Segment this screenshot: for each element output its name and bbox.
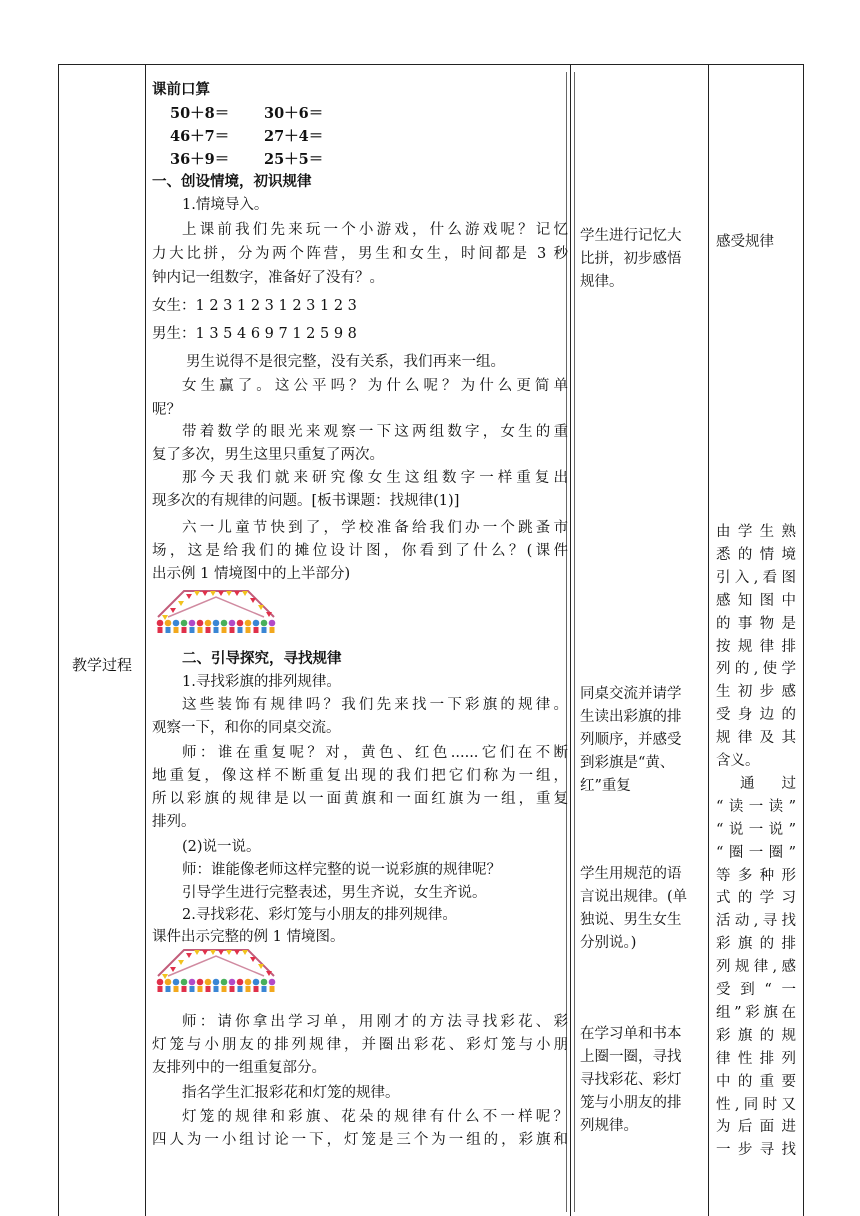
sa4-line5: 列规律。 (580, 1118, 638, 1134)
inner-divider-b (574, 72, 575, 1212)
p8-line4: 排列。 (152, 814, 196, 830)
intent2-line-20: 列规律,感 (716, 959, 796, 976)
table-border-right (803, 64, 804, 1216)
intent2-line-7: 列的,使学 (716, 661, 796, 678)
intent2-line-5: 的事物是 (716, 615, 796, 632)
p12-line1: 师：请你拿出学习单，用刚才的方法寻找彩花、彩 (182, 1014, 568, 1030)
warmup-title: 课前口算 (152, 81, 210, 98)
p12-line3: 友排列中的一组重复部分。 (152, 1060, 326, 1076)
p2: 男生说得不是很完整，没有关系，我们再来一组。 (186, 354, 505, 370)
p1-line3: 钟内记一组数字，准备好了没有？。 (152, 270, 384, 286)
intent1-text: 感受规律 (716, 234, 774, 250)
sa2-line4: 到彩旗是“黄、 (580, 755, 675, 771)
intent2-line-3: 引入,看图 (716, 569, 796, 586)
intent2-line-11: 含义。 (716, 753, 760, 769)
calc-1b: 30＋6＝ (264, 105, 324, 122)
p8-line3: 所以彩旗的规律是以一面黄旗和一面红旗为一组，重复 (152, 791, 568, 807)
scene-banner-full (154, 944, 278, 996)
calc-1a: 50＋8＝ (170, 105, 230, 122)
sa2-line5: 红”重复 (580, 778, 631, 794)
intent2-line-27: 为后面进 (716, 1119, 796, 1136)
intent2-line-1: 由学生熟 (716, 524, 796, 540)
s2-sub1: 1.寻找彩旗的排列规律。 (182, 674, 341, 690)
p9: 师：谁能像老师这样完整的说一说彩旗的规律呢？ (182, 862, 501, 878)
intent2-line-15: “圈一圈” (716, 844, 796, 861)
p14-line2: 四人为一小组讨论一下，灯笼是三个为一组的，彩旗和 (152, 1132, 568, 1148)
section1-title: 一、创设情境，初识规律 (152, 173, 312, 190)
intent2-line-12: 通 过 (740, 775, 796, 792)
table-divider-3 (708, 64, 709, 1216)
sa1-line2: 比拼，初步感悟 (580, 251, 682, 267)
intent2-line-22: 组”彩旗在 (716, 1004, 796, 1021)
p8-line2: 地重复，像这样不断重复出现的我们把它们称为一组， (152, 768, 568, 784)
p8-line1: 师：谁在重复呢？对，黄色、红色......它们在不断 (182, 745, 568, 761)
p5-line2: 现多次的有规律的问题。[板书课题：找规律(1)] (152, 493, 460, 509)
p4-line2: 复了多次，男生这里只重复了两次。 (152, 447, 384, 463)
sa4-line4: 笼与小朋友的排 (580, 1095, 682, 1111)
p14-line1: 灯笼的规律和彩旗、花朵的规律有什么不一样呢？ (182, 1109, 568, 1125)
table-border-left (58, 64, 59, 1216)
p4-line1: 带着数学的眼光来观察一下这两组数字，女生的重 (182, 424, 568, 440)
s1-sub1: 1.情境导入。 (182, 197, 269, 213)
intent2-line-2: 悉的情境 (716, 546, 796, 563)
sa2-line3: 列顺序，并感受 (580, 732, 682, 748)
table-divider-2 (570, 64, 571, 1216)
sa2-line2: 生读出彩旗的排 (580, 709, 682, 725)
p7-line2: 观察一下，和你的同桌交流。 (152, 720, 341, 736)
sa1-line1: 学生进行记忆大 (580, 228, 682, 244)
calc-3a: 36＋9＝ (170, 151, 230, 168)
calc-3b: 25＋5＝ (264, 151, 324, 168)
p13: 指名学生汇报彩花和灯笼的规律。 (182, 1085, 400, 1101)
calc-2a: 46＋7＝ (170, 128, 230, 145)
section2-title: 二、引导探究，寻找规律 (182, 650, 342, 667)
p6-line2: 场，这是给我们的摊位设计图，你看到了什么？(课件 (152, 543, 568, 559)
intent2-line-24: 律性排列 (716, 1050, 796, 1067)
sa4-line3: 寻找彩花、彩灯 (580, 1072, 682, 1088)
p1-line1: 上课前我们先来玩一个小游戏，什么游戏呢？记忆 (182, 222, 568, 238)
intent2-line-9: 受身边的 (716, 707, 796, 724)
p6-line1: 六一儿童节快到了，学校准备给我们办一个跳蚤市 (182, 520, 568, 536)
intent2-line-26: 性,同时又 (716, 1096, 796, 1113)
row-label: 教学过程 (71, 656, 132, 674)
intent2-line-10: 规律及其 (716, 730, 796, 747)
sa3-line3: 独说、男生女生 (580, 912, 682, 928)
intent2-line-6: 按规律排 (716, 638, 796, 655)
p1-line2: 力大比拼，分为两个阵营，男生和女生，时间都是 3 秒 (152, 246, 568, 262)
sa1-line3: 规律。 (580, 274, 624, 290)
p3-line1: 女生赢了。这公平吗？为什么呢？为什么更简单 (182, 378, 568, 394)
intent2-line-25: 中的重要 (716, 1073, 796, 1090)
sa4-line1: 在学习单和书本 (580, 1026, 682, 1042)
p3-line2: 呢？ (152, 402, 181, 418)
sa3-line2: 言说出规律。(单 (580, 889, 688, 905)
scene-banner-top (154, 585, 278, 637)
sa3-line1: 学生用规范的语 (580, 866, 682, 882)
intent2-line-8: 生初步感 (716, 684, 796, 701)
sa4-line2: 上圈一圈，寻找 (580, 1049, 682, 1065)
sa3-line4: 分别说。) (580, 935, 637, 951)
intent2-line-17: 式的学习 (716, 890, 796, 907)
table-border-top (58, 64, 804, 65)
calc-2b: 27＋4＝ (264, 128, 324, 145)
p7-line1: 这些装饰有规律吗？我们先来找一下彩旗的规律。 (182, 697, 568, 713)
intent2-line-14: “说一说” (716, 821, 796, 838)
intent2-line-28: 一步寻找 (716, 1142, 796, 1159)
intent2-line-19: 彩旗的排 (716, 936, 796, 953)
s2-sub2: (2)说一说。 (182, 839, 261, 855)
intent2-line-23: 彩旗的规 (716, 1027, 796, 1044)
intent2-line-13: “读一读” (716, 798, 796, 815)
intent2-line-18: 活动,寻找 (716, 913, 796, 930)
sa2-line1: 同桌交流并请学 (580, 686, 682, 702)
p6-line3: 出示例 1 情境图中的上半部分) (152, 566, 351, 582)
girls-numbers: 女生：1 2 3 1 2 3 1 2 3 1 2 3 (152, 298, 357, 314)
p11: 课件出示完整的例 1 情境图。 (152, 929, 345, 945)
p12-line2: 灯笼与小朋友的排列规律，并圈出彩花、彩灯笼与小朋 (152, 1037, 568, 1053)
table-divider-1 (145, 64, 146, 1216)
s2-sub3: 2.寻找彩花、彩灯笼与小朋友的排列规律。 (182, 907, 457, 923)
p5-line1: 那今天我们就来研究像女生这组数字一样重复出 (182, 470, 568, 486)
intent2-line-16: 等多种形 (716, 867, 796, 884)
boys-numbers: 男生：1 3 5 4 6 9 7 1 2 5 9 8 (152, 326, 357, 342)
intent2-line-21: 受到“一 (716, 982, 796, 998)
p10: 引导学生进行完整表述，男生齐说，女生齐说。 (182, 885, 487, 901)
intent2-line-4: 感知图中 (716, 592, 796, 609)
